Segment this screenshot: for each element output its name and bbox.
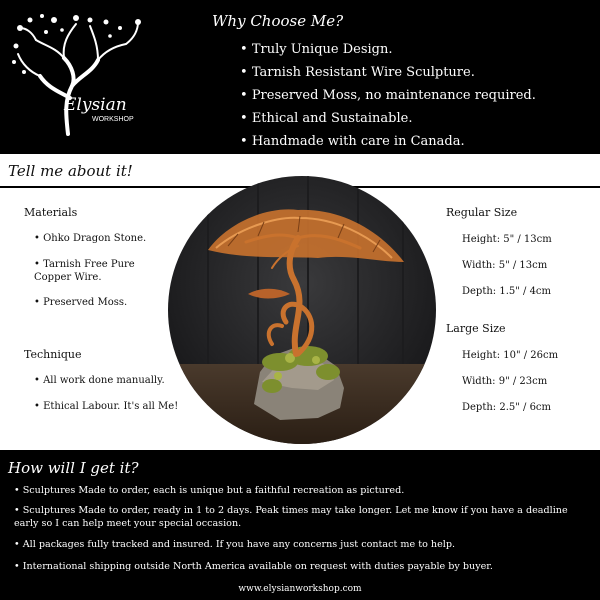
large-size-width: Width: 9" / 23cm — [462, 376, 548, 387]
logo-brand-text: Elysian — [64, 95, 127, 115]
materials-label: Materials — [24, 206, 78, 219]
how-title: How will I get it? — [8, 459, 139, 477]
why-list — [240, 38, 536, 153]
why-item: • Ethical and Sustainable. — [240, 107, 536, 130]
technique-item: • Ethical Labour. It's all Me! — [34, 400, 184, 413]
why-item: • Tarnish Resistant Wire Sculpture. — [240, 61, 536, 84]
details-panel — [0, 152, 600, 450]
shipping-band — [0, 450, 600, 600]
technique-item: • All work done manually. — [34, 374, 174, 387]
material-item: • Tarnish Free Pure Copper Wire. — [34, 258, 144, 284]
why-item: • Handmade with care in Canada. — [240, 130, 536, 153]
how-item: • Sculptures Made to order, ready in 1 to 2 days. Peak times may take longer. Let me know if you have a deadline early so I can help meet your special occasion. — [14, 504, 594, 530]
how-item: • Sculptures Made to order, each is unique but a faithful recreation as pictured. — [14, 484, 594, 497]
large-size-depth: Depth: 2.5" / 6cm — [462, 402, 552, 413]
website-link[interactable]: www.elysianworkshop.com — [238, 584, 362, 594]
regular-size-width: Width: 5" / 13cm — [462, 260, 548, 271]
why-item: • Preserved Moss, no maintenance required. — [240, 84, 536, 107]
large-size-height: Height: 10" / 26cm — [462, 350, 559, 361]
material-item: • Ohko Dragon Stone. — [34, 232, 164, 245]
regular-size-height: Height: 5" / 13cm — [462, 234, 552, 245]
tree-moon-logo — [6, 6, 158, 146]
why-item: • Truly Unique Design. — [240, 38, 536, 61]
why-title: Why Choose Me? — [212, 12, 344, 30]
tell-title: Tell me about it! — [8, 162, 133, 180]
material-item: • Preserved Moss. — [34, 296, 164, 309]
header-band — [0, 0, 600, 152]
sculpture-photo — [168, 176, 436, 444]
regular-size-depth: Depth: 1.5" / 4cm — [462, 286, 552, 297]
how-item: • All packages fully tracked and insured. If you have any concerns just contact me to help. — [14, 538, 594, 551]
technique-label: Technique — [24, 348, 82, 361]
how-item: • International shipping outside North America available on request with duties payable by buyer. — [14, 560, 594, 573]
large-size-label: Large Size — [446, 322, 506, 335]
regular-size-label: Regular Size — [446, 206, 518, 219]
logo-brand-subtext: WORKSHOP — [92, 116, 134, 123]
